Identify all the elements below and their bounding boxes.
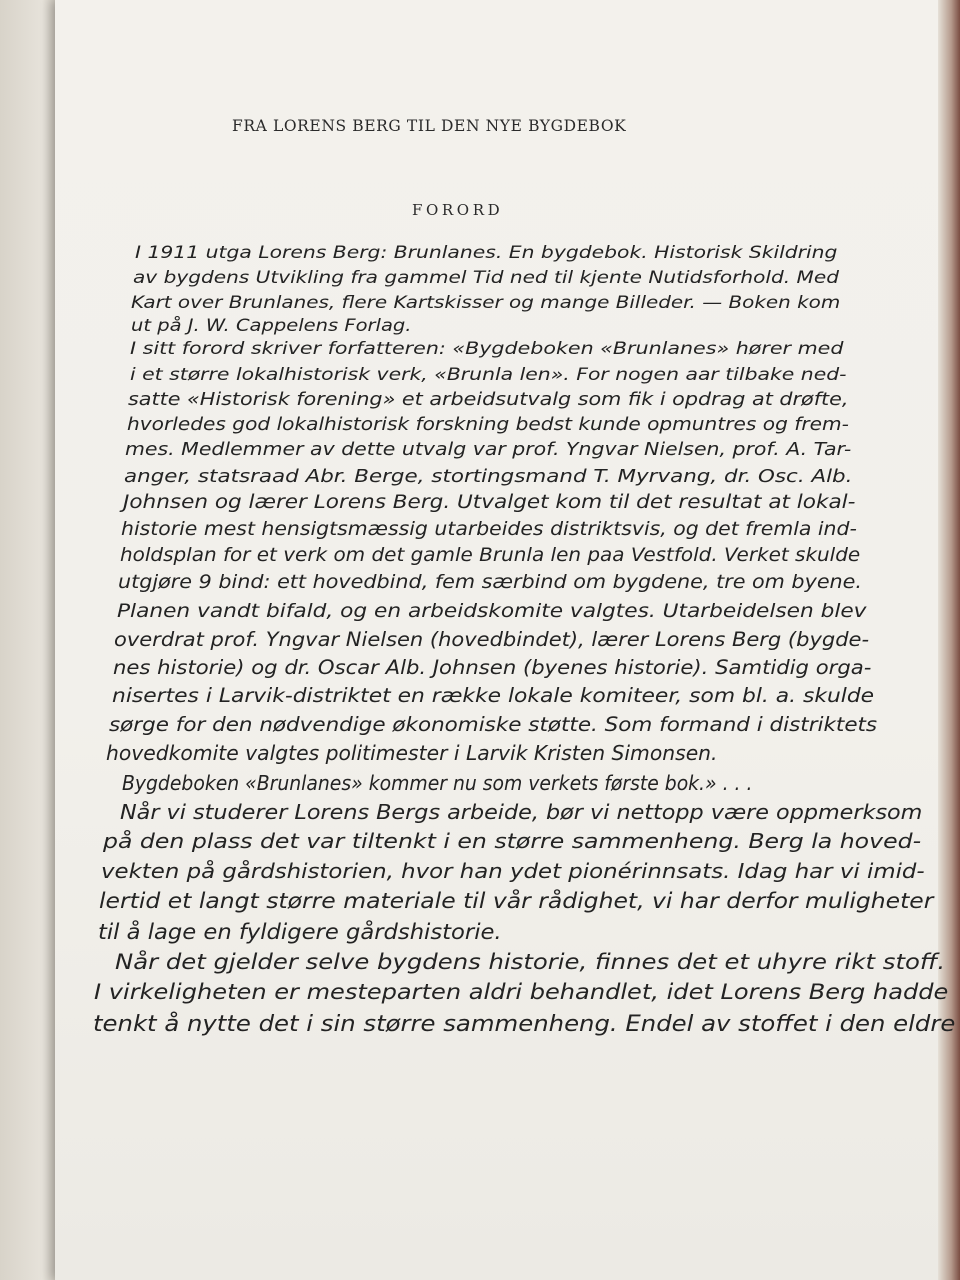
- text-line: anger, statsraad Abr. Berge, stortingsmand T. Myrvang, dr. Osc. Alb.: [124, 466, 853, 488]
- text-line: mes. Medlemmer av dette utvalg var prof. Yngvar Nielsen, prof. A. Tar-: [125, 439, 852, 461]
- text-line: sørge for den nødvendige økonomiske støtte. Som formand i distriktets: [109, 713, 878, 737]
- text-line: I sitt forord skriver forfatteren: «Bygdeboken «Brunlanes» hører med: [130, 339, 844, 360]
- text-line: hovedkomite valgtes politimester i Larvik Kristen Simonsen.: [106, 741, 718, 765]
- text-line: I 1911 utga Lorens Berg: Brunlanes. En bygdebok. Historisk Skildring: [135, 242, 838, 262]
- text-line: i et større lokalhistorisk verk, «Brunla len». For nogen aar tilbake ned-: [130, 364, 847, 385]
- running-title: FRA LORENS BERG TIL DEN NYE BYGDEBOK: [232, 117, 627, 135]
- section-heading: FORORD: [412, 201, 504, 219]
- text-line: lertid et langt større materiale til vår rådighet, vi har derfor muligheter: [99, 888, 934, 913]
- text-line: Når det gjelder selve bygdens historie, finnes det et uhyre rikt stoff.: [115, 949, 946, 975]
- text-line: på den plass det var tiltenkt i en større sammenheng. Berg la hoved-: [103, 829, 922, 854]
- text-line: av bygdens Utvikling fra gammel Tid ned til kjente Nutidsforhold. Med: [133, 267, 839, 287]
- text-line: nisertes i Larvik-distriktet en række lokale komiteer, som bl. a. skulde: [112, 684, 875, 708]
- text-line: utgjøre 9 bind: ett hovedbind, fem særbind om bygdene, tre om byene.: [118, 572, 863, 594]
- text-line: Når vi studerer Lorens Bergs arbeide, bør vi nettopp være oppmerksom: [120, 799, 923, 824]
- text-line: Bygdeboken «Brunlanes» kommer nu som verkets første bok.» . . .: [122, 770, 753, 795]
- text-line: tenkt å nytte det i sin større sammenheng. Endel av stoffet i den eldre: [93, 1012, 956, 1038]
- text-line: historie mest hensigtsmæssig utarbeides distriktsvis, og det fremla ind-: [121, 518, 857, 540]
- text-line: ut på J. W. Cappelens Forlag.: [131, 315, 412, 336]
- text-line: til å lage en fyldigere gårdshistorie.: [98, 918, 502, 944]
- text-line: vekten på gårdshistorien, hvor han ydet pionérinnsats. Idag har vi imid-: [101, 859, 925, 884]
- text-line: hvorledes god lokalhistorisk forskning bedst kunde opmuntres og frem-: [127, 414, 849, 435]
- text-line: Johnsen og lærer Lorens Berg. Utvalget kom til det resultat at lokal-: [123, 491, 856, 513]
- text-line: I virkeligheten er mesteparten aldri behandlet, idet Lorens Berg hadde: [94, 980, 949, 1006]
- text-line: holdsplan for et verk om det gamle Brunla len paa Vestfold. Verket skulde: [120, 545, 861, 567]
- text-line: overdrat prof. Yngvar Nielsen (hovedbindet), lærer Lorens Berg (bygde-: [114, 627, 870, 651]
- text-line: satte «Historisk forening» et arbeidsutvalg som fik i opdrag at drøfte,: [128, 389, 849, 410]
- text-line: nes historie) og dr. Oscar Alb. Johnsen (byenes historie). Samtidig orga-: [113, 655, 872, 679]
- text-line: Planen vandt bifald, og en arbeidskomite valgtes. Utarbeidelsen blev: [117, 600, 867, 623]
- text-line: Kart over Brunlanes, flere Kartskisser og mange Billeder. — Boken kom: [131, 292, 841, 313]
